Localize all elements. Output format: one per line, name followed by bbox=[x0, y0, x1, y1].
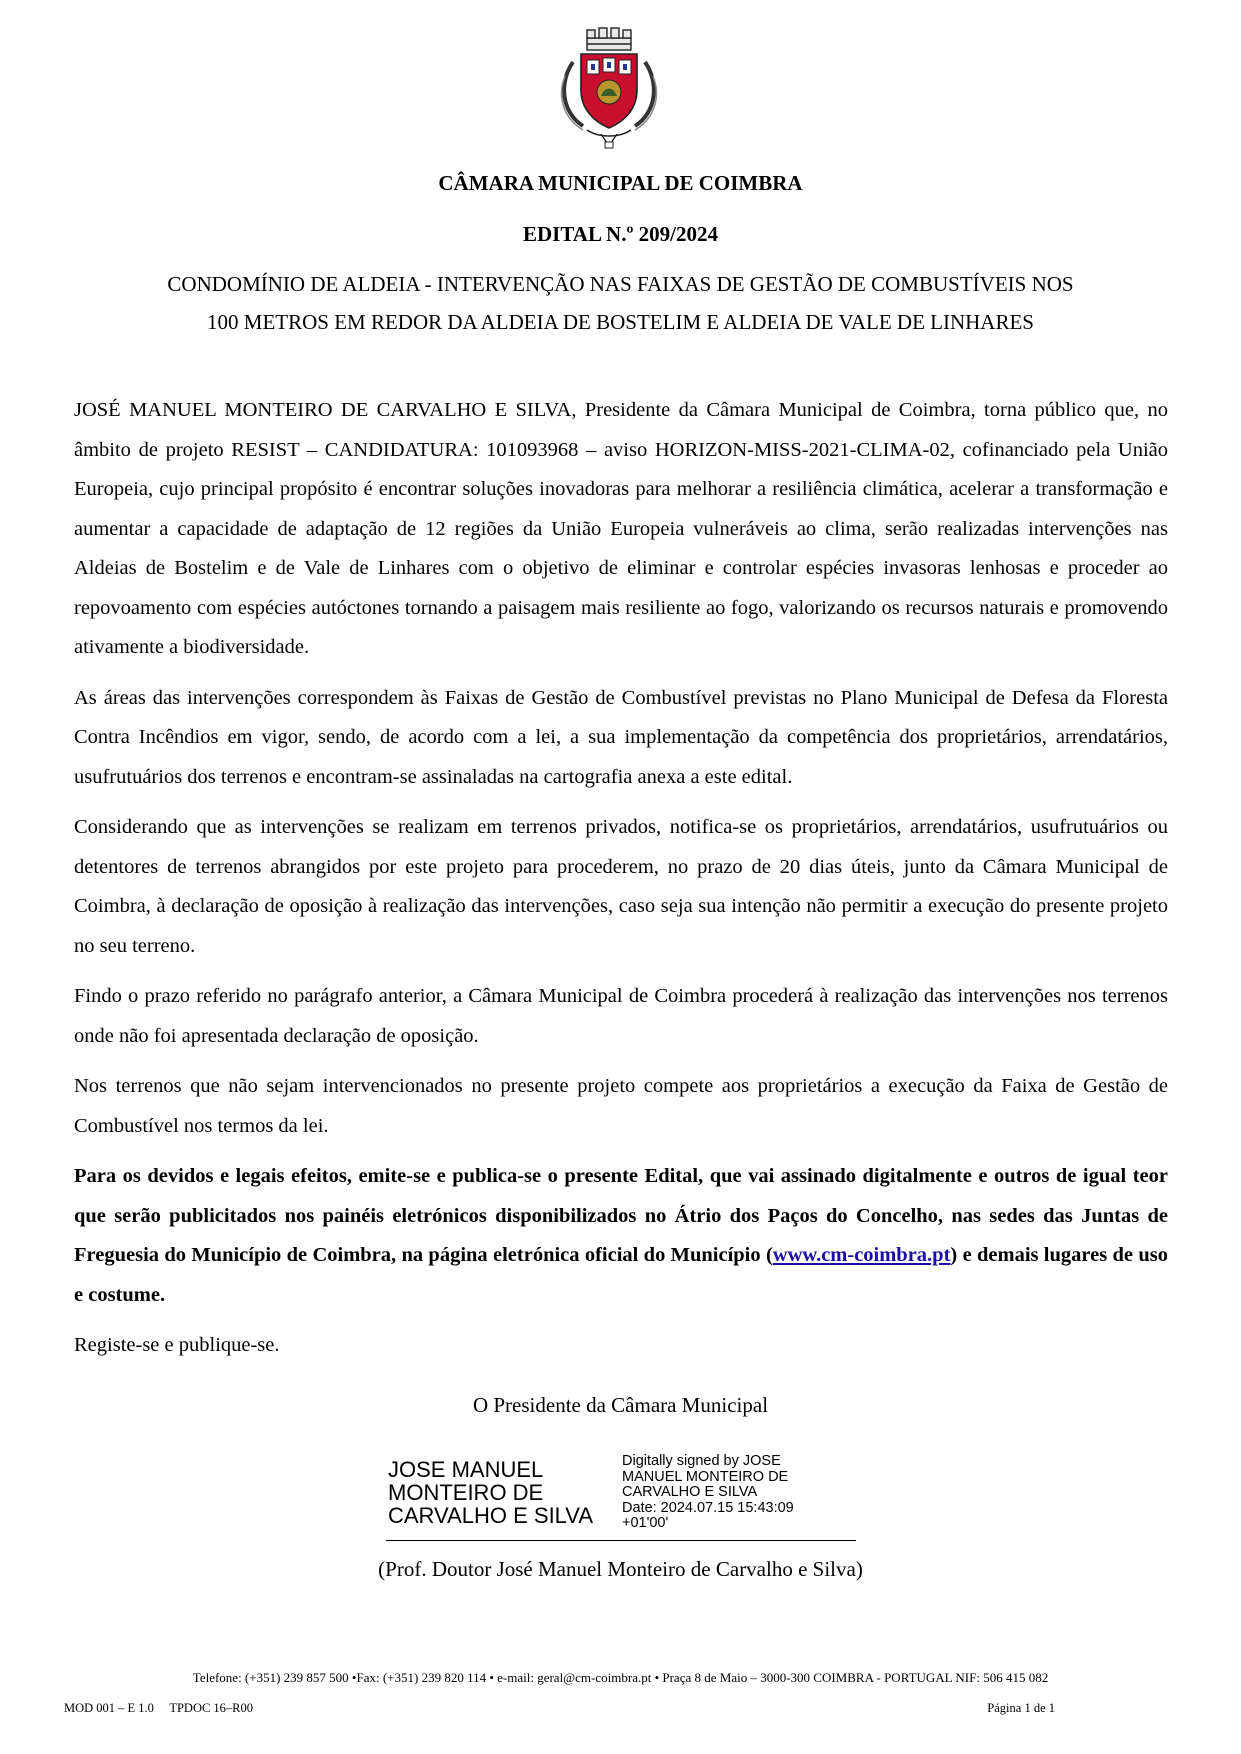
signer-name-line: JOSE MANUEL bbox=[388, 1457, 544, 1482]
document-code: MOD 001 – E 1.0 TPDOC 16–R00 bbox=[64, 1701, 254, 1715]
signature-details bbox=[622, 1454, 794, 1532]
paragraph-areas: As áreas das intervenções correspondem às Faixas de Gestão de Combustível previstas no Plano Municipal de Defesa da Floresta Contra Incêndios em vigor, sendo, de acordo com a lei, a sua implementação da competência dos proprietários, arrendatários, usufrutuários dos terrenos e encontram-se assinaladas na cartografia anexa a este edital. bbox=[74, 686, 1168, 788]
edital-body bbox=[74, 391, 1168, 1377]
signature-timezone: +01'00' bbox=[622, 1515, 669, 1531]
page-number: Página 1 de 1 bbox=[987, 1701, 1055, 1715]
paragraph-publication bbox=[74, 1157, 1168, 1315]
signature-detail-line: Digitally signed by JOSE bbox=[622, 1453, 781, 1469]
paragraph-deadline: Findo o prazo referido no parágrafo anterior, a Câmara Municipal de Coimbra procederá à realização das intervenções nos terrenos onde não foi apresentada declaração de oposição. bbox=[74, 985, 1168, 1047]
paragraph-notification: Considerando que as intervenções se realizam em terrenos privados, notifica-se os proprietários, arrendatários, usufrutuários ou detentores de terrenos abrangidos por este projeto para procederem, no prazo de 20 dias úteis, junto da Câmara Municipal de Coimbra, à declaração de oposição à realização das intervenções, caso seja sua intenção não permitir a execução do presente projeto no seu terreno. bbox=[74, 816, 1168, 957]
publication-text-start: Para os devidos e legais efeitos, emite-se e publica-se o presente Edital, que vai assinado digitalmente e outros de igual teor que serão publicitados nos painéis eletrónicos disponibilizados no Átrio dos Paços do Concelho, nas sedes das Juntas de Freguesia do Município de Coimbra, na página eletrónica oficial do Município ( bbox=[74, 1165, 1168, 1266]
publication-text-end: ) e demais lugares de uso e costume. bbox=[74, 1244, 1168, 1306]
signature-detail-line: CARVALHO E SILVA bbox=[622, 1484, 758, 1500]
signer-name-line: CARVALHO E SILVA bbox=[388, 1503, 594, 1528]
footer-contact: Telefone: (+351) 239 857 500 •Fax: (+351) 239 820 114 • e-mail: geral@cm-coimbra.pt • Praça 8 de Maio – 3000-300 COIMBRA - PORTUGAL NIF: 506 415 082 bbox=[192, 1670, 1049, 1685]
signature-detail-line: MANUEL MONTEIRO DE bbox=[622, 1468, 789, 1485]
paragraph-register: Registe-se e publique-se. bbox=[74, 1334, 280, 1356]
signer-printed-name: (Prof. Doutor José Manuel Monteiro de Carvalho e Silva) bbox=[378, 1557, 863, 1581]
subject-line-2: 100 METROS EM REDOR DA ALDEIA DE BOSTELIM E ALDEIA DE VALE DE LINHARES bbox=[207, 310, 1034, 334]
paragraph-announcement: JOSÉ MANUEL MONTEIRO DE CARVALHO E SILVA, Presidente da Câmara Municipal de Coimbra, torna público que, no âmbito de projeto RESIST – CANDIDATURA: 101093968 – aviso HORIZON-MISS-2021-CLIMA-02, cofinanciado pela União Europeia, cujo principal propósito é encontrar soluções inovadoras para melhorar a resiliência climática, acelerar a transformação e aumentar a capacidade de adaptação de 12 regiões da União Europeia vulneráveis ao clima, serão realizadas intervenções nas Aldeias de Bostelim e de Vale de Linhares com o objetivo de eliminar e controlar espécies invasoras lenhosas e proceder ao repovoamento com espécies autóctones tornando a paisagem mais resiliente ao fogo, valorizando os recursos naturais e promovendo ativamente a biodiversidade. bbox=[74, 399, 1168, 658]
paragraph-owners: Nos terrenos que não sejam intervencionados no presente projeto compete aos proprietários a execução da Faixa de Gestão de Combustível nos termos da lei. bbox=[74, 1075, 1168, 1137]
digital-signature bbox=[386, 1452, 856, 1541]
signer-name bbox=[388, 1458, 593, 1527]
edital-number: EDITAL N.º 209/2024 bbox=[523, 222, 718, 246]
municipality-website-link[interactable]: www.cm-coimbra.pt bbox=[772, 1244, 951, 1266]
subject-line-1: CONDOMÍNIO DE ALDEIA - INTERVENÇÃO NAS FAIXAS DE GESTÃO DE COMBUSTÍVEIS NOS bbox=[167, 272, 1074, 296]
signature-title: O Presidente da Câmara Municipal bbox=[472, 1393, 769, 1417]
signer-name-line: MONTEIRO DE bbox=[388, 1480, 544, 1505]
signature-date: Date: 2024.07.15 15:43:09 bbox=[622, 1499, 794, 1516]
coat-of-arms-icon bbox=[553, 26, 665, 150]
institution-name: CÂMARA MUNICIPAL DE COIMBRA bbox=[438, 171, 803, 195]
